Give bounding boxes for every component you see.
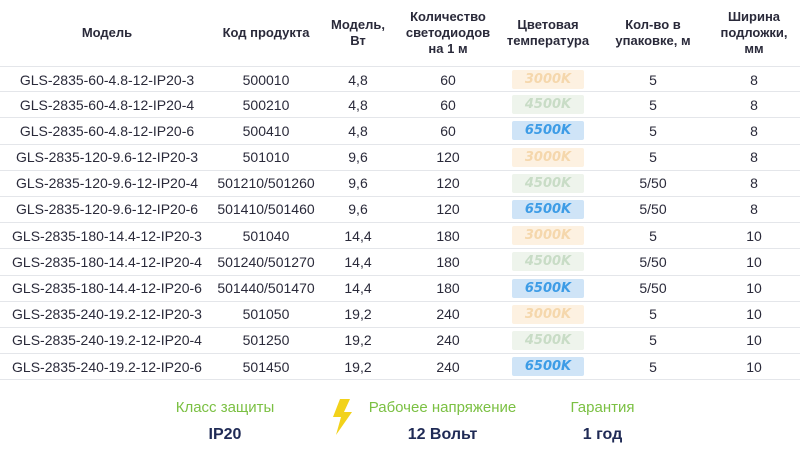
cell-color-temp xyxy=(498,171,598,196)
cell-power: 14,4 xyxy=(344,253,372,270)
header-line: мм xyxy=(744,41,764,56)
table-header xyxy=(0,0,800,66)
color-temp-badge: 6500K xyxy=(512,200,584,219)
cell-power: 9,6 xyxy=(348,175,368,192)
cell-model: GLS-2835-180-14.4-12-IP20-3 xyxy=(12,227,202,244)
cell-color-temp xyxy=(498,67,598,92)
voltage-block xyxy=(350,397,535,447)
footer-specs xyxy=(0,397,800,457)
header-line: подложки, xyxy=(720,25,788,40)
warranty-block xyxy=(545,397,660,447)
cell-model: GLS-2835-120-9.6-12-IP20-4 xyxy=(15,175,199,192)
cell-code: 500210 xyxy=(242,96,290,113)
table-row xyxy=(0,249,800,275)
cell-code: 501250 xyxy=(242,332,290,349)
cell-leds: 240 xyxy=(436,332,460,349)
cell-power: 19,2 xyxy=(344,332,372,349)
warranty-label: Гарантия xyxy=(570,399,635,416)
color-temp-badge: 6500K xyxy=(512,279,584,298)
cell-color-temp xyxy=(498,145,598,170)
cell-pack: 5 xyxy=(649,71,657,88)
cell-pack: 5 xyxy=(649,306,657,323)
cell-pack: 5/50 xyxy=(639,253,667,270)
cell-width: 8 xyxy=(750,71,758,88)
cell-code: 500410 xyxy=(242,122,290,139)
cell-power: 4,8 xyxy=(348,122,368,139)
header-width xyxy=(708,0,800,66)
table-row xyxy=(0,276,800,302)
table-row xyxy=(0,92,800,118)
cell-model: GLS-2835-240-19.2-12-IP20-3 xyxy=(12,306,202,323)
table-row xyxy=(0,302,800,328)
header-line: температура xyxy=(506,33,590,48)
cell-width: 10 xyxy=(746,253,762,270)
protection-block xyxy=(150,397,300,447)
color-temp-badge: 3000K xyxy=(512,305,584,324)
color-temp-badge: 6500K xyxy=(512,121,584,140)
table-row xyxy=(0,197,800,223)
header-line: на 1 м xyxy=(428,41,468,56)
cell-power: 9,6 xyxy=(348,149,368,166)
voltage-value: 12 Вольт xyxy=(407,426,478,443)
cell-code: 501450 xyxy=(242,358,290,375)
header-line: Модель, xyxy=(331,17,385,32)
protection-value: IP20 xyxy=(208,426,242,443)
header-power xyxy=(318,0,398,66)
cell-leds: 60 xyxy=(440,96,456,113)
table-row xyxy=(0,145,800,171)
color-temp-badge: 4500K xyxy=(512,331,584,350)
cell-width: 10 xyxy=(746,280,762,296)
color-temp-badge: 6500K xyxy=(512,357,584,376)
cell-color-temp xyxy=(498,276,598,301)
cell-width: 8 xyxy=(750,201,758,218)
voltage-label: Рабочее напряжение xyxy=(368,399,517,416)
cell-pack: 5/50 xyxy=(639,201,667,218)
cell-power: 4,8 xyxy=(348,96,368,113)
cell-model: GLS-2835-60-4.8-12-IP20-3 xyxy=(19,71,195,88)
cell-code: 501410/501460 xyxy=(217,201,315,218)
cell-model: GLS-2835-180-14.4-12-IP20-6 xyxy=(12,280,202,296)
header-line: светодиодов xyxy=(405,25,491,40)
cell-width: 10 xyxy=(746,227,762,244)
cell-leds: 120 xyxy=(436,175,460,192)
cell-code: 501010 xyxy=(242,149,290,166)
color-temp-badge: 3000K xyxy=(512,148,584,167)
cell-color-temp xyxy=(498,328,598,353)
color-temp-badge: 3000K xyxy=(512,70,584,89)
cell-color-temp xyxy=(498,249,598,274)
cell-pack: 5 xyxy=(649,149,657,166)
table-body xyxy=(0,66,800,380)
cell-power: 4,8 xyxy=(348,71,368,88)
cell-leds: 60 xyxy=(440,122,456,139)
cell-power: 19,2 xyxy=(344,358,372,375)
cell-code: 500010 xyxy=(242,71,290,88)
header-line: Количество xyxy=(410,9,486,24)
cell-model: GLS-2835-240-19.2-12-IP20-6 xyxy=(12,358,202,375)
cell-pack: 5 xyxy=(649,122,657,139)
cell-color-temp xyxy=(498,92,598,117)
cell-pack: 5 xyxy=(649,332,657,349)
cell-model: GLS-2835-60-4.8-12-IP20-6 xyxy=(19,122,195,139)
cell-leds: 180 xyxy=(436,253,460,270)
cell-color-temp xyxy=(498,302,598,327)
header-code xyxy=(214,0,318,66)
table-row xyxy=(0,66,800,92)
table-row xyxy=(0,171,800,197)
cell-width: 8 xyxy=(750,122,758,139)
cell-pack: 5 xyxy=(649,96,657,113)
cell-leds: 120 xyxy=(436,201,460,218)
warranty-value: 1 год xyxy=(582,426,623,443)
cell-power: 14,4 xyxy=(344,227,372,244)
header-line: упаковке, м xyxy=(615,33,691,48)
cell-color-temp xyxy=(498,354,598,379)
color-temp-badge: 4500K xyxy=(512,174,584,193)
table-row xyxy=(0,328,800,354)
header-line: Модель xyxy=(81,25,133,40)
color-temp-badge: 4500K xyxy=(512,95,584,114)
cell-width: 10 xyxy=(746,358,762,375)
cell-width: 8 xyxy=(750,149,758,166)
header-line: Кол-во в xyxy=(625,17,681,32)
protection-label: Класс защиты xyxy=(175,399,275,416)
cell-code: 501050 xyxy=(242,306,290,323)
cell-leds: 120 xyxy=(436,149,460,166)
cell-code: 501240/501270 xyxy=(217,253,315,270)
header-line: Код продукта xyxy=(222,25,310,40)
header-model xyxy=(0,0,214,66)
cell-width: 8 xyxy=(750,175,758,192)
header-leds xyxy=(398,0,498,66)
cell-leds: 240 xyxy=(436,358,460,375)
table-row xyxy=(0,223,800,249)
cell-width: 10 xyxy=(746,306,762,323)
cell-power: 14,4 xyxy=(344,280,372,296)
cell-model: GLS-2835-180-14.4-12-IP20-4 xyxy=(12,253,202,270)
cell-pack: 5 xyxy=(649,227,657,244)
table-row xyxy=(0,354,800,380)
cell-power: 19,2 xyxy=(344,306,372,323)
table-row xyxy=(0,118,800,144)
header-line: Ширина xyxy=(727,9,781,24)
cell-pack: 5/50 xyxy=(639,280,667,296)
header-pack xyxy=(598,0,708,66)
cell-power: 9,6 xyxy=(348,201,368,218)
cell-pack: 5 xyxy=(649,358,657,375)
cell-model: GLS-2835-60-4.8-12-IP20-4 xyxy=(19,96,195,113)
cell-model: GLS-2835-120-9.6-12-IP20-6 xyxy=(15,201,199,218)
color-temp-badge: 3000K xyxy=(512,226,584,245)
cell-color-temp xyxy=(498,197,598,222)
cell-code: 501440/501470 xyxy=(217,280,315,296)
cell-leds: 240 xyxy=(436,306,460,323)
cell-color-temp xyxy=(498,223,598,248)
cell-leds: 180 xyxy=(436,280,460,296)
color-temp-badge: 4500K xyxy=(512,252,584,271)
header-line: Цветовая xyxy=(517,17,579,32)
cell-color-temp xyxy=(498,118,598,143)
cell-width: 10 xyxy=(746,332,762,349)
cell-leds: 180 xyxy=(436,227,460,244)
cell-code: 501210/501260 xyxy=(217,175,315,192)
cell-pack: 5/50 xyxy=(639,175,667,192)
cell-width: 8 xyxy=(750,96,758,113)
cell-code: 501040 xyxy=(242,227,290,244)
cell-model: GLS-2835-240-19.2-12-IP20-4 xyxy=(12,332,202,349)
header-line: Вт xyxy=(350,33,366,48)
header-color-temp xyxy=(498,0,598,66)
cell-model: GLS-2835-120-9.6-12-IP20-3 xyxy=(15,149,199,166)
cell-leds: 60 xyxy=(440,71,456,88)
